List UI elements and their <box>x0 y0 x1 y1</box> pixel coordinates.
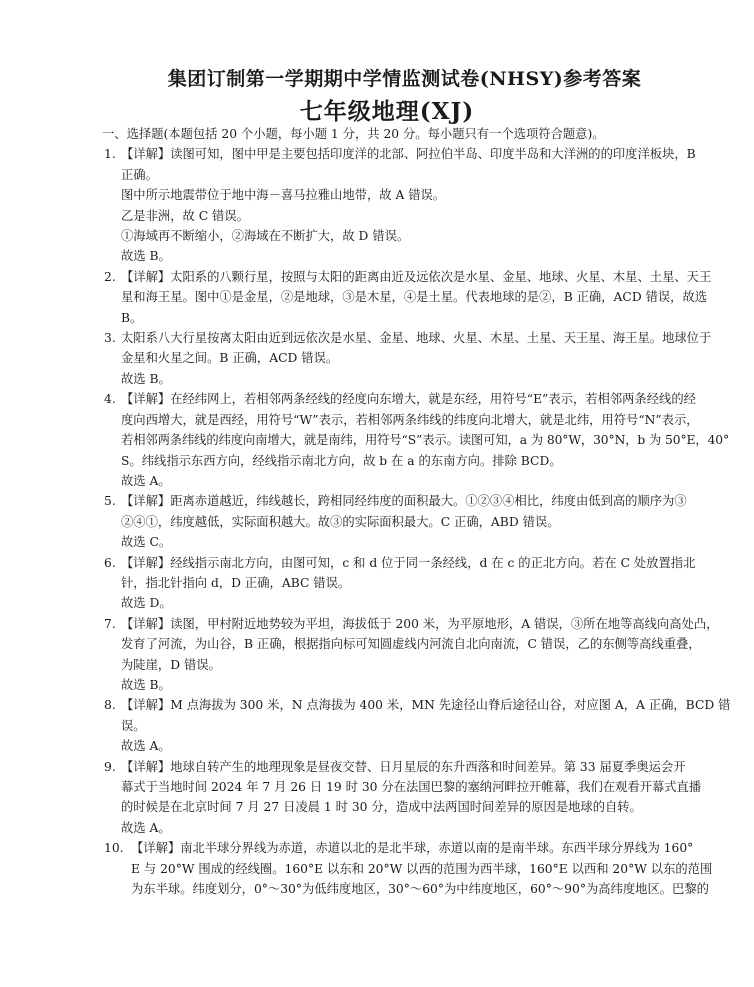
answer-line: 度向西增大，就是西经，用符号“W”表示，若相邻两条纬线的纬度向北增大，就是北纬，用符号“N”表示， <box>121 412 699 427</box>
answer-line: 【详解】南北半球分界线为赤道，赤道以北的是北半球，赤道以南的是南半球。东西半球分界线为 160° <box>131 841 694 856</box>
answer-line: 的时候是在北京时间 7 月 27 日凌晨 1 时 30 分，造成中法两国时间差异的原因是地球的自转。 <box>121 800 642 815</box>
answer-item <box>104 757 729 839</box>
answer-line: 误。 <box>121 718 146 733</box>
answer-line: B。 <box>121 310 143 325</box>
answer-line: ②④①，纬度越低，实际面积越大。故③的实际面积最大。C 正确，ABD 错误。 <box>121 514 560 529</box>
answer-number: 6. <box>104 555 116 570</box>
answer-line: 【详解】太阳系的八颗行星，按照与太阳的距离由近及远依次是水星、金星、地球、火星、木星、土星、天王 <box>121 269 712 284</box>
answer-line: 星和海王星。图中①是金星，②是地球，③是木星，④是土星。代表地球的是②，B 正确，ACD 错误，故选 <box>121 290 708 305</box>
answer-line: 【详解】地球自转产生的地理现象是昼夜交替、日月星辰的东升西落和时间差异。第 33 届夏季奥运会开 <box>121 759 686 774</box>
answer-line: 【详解】经线指示南北方向，由图可知，c 和 d 位于同一条经线，d 在 c 的正北方向。若在 C 处放置指北 <box>121 555 696 570</box>
section-heading: 一、选择题(本题包括 20 个小题，每小题 1 分，共 20 分。每小题只有一个选项符合题意)。 <box>102 127 605 141</box>
answer-line: 故选 D。 <box>121 596 172 611</box>
page-title: 集团订制第一学期期中学情监测试卷(NHSY)参考答案 <box>167 68 642 90</box>
answer-number: 1. <box>104 147 116 162</box>
answer-number: 3. <box>104 331 116 346</box>
answer-line: 【详解】读图可知，图中甲是主要包括印度洋的北部、阿拉伯半岛、印度半岛和大洋洲的的印度洋板块，B <box>121 147 696 162</box>
answer-item <box>104 838 729 899</box>
answer-line: 【详解】距离赤道越近，纬线越长，跨相同经纬度的面积最大。①②③④相比，纬度由低到高的顺序为③ <box>121 494 687 509</box>
answer-line: 为陡崖，D 错误。 <box>121 657 221 672</box>
answer-line: 金星和火星之间。B 正确，ACD 错误。 <box>121 351 339 366</box>
answer-item <box>104 695 729 756</box>
answer-line: 乙是非洲，故 C 错误。 <box>121 208 249 223</box>
answer-number: 4. <box>104 392 116 407</box>
answer-number: 2. <box>104 269 116 284</box>
answer-line: 故选 A。 <box>121 739 171 754</box>
answer-line: 故选 B。 <box>121 677 171 692</box>
answer-line: S。纬线指示东西方向，经线指示南北方向，故 b 在 a 的东南方向。排除 BCD。 <box>121 453 562 468</box>
answer-line: 太阳系八大行星按离太阳由近到远依次是水星、金星、地球、火星、木星、土星、天王星、海王星。地球位于 <box>121 331 712 346</box>
answer-line: 【详解】读图，甲村附近地势较为平坦，海拔低于 200 米，为平原地形，A 错误，③所在地等高线向高处凸， <box>121 616 719 631</box>
answer-line: ①海域再不断缩小，②海域在不断扩大，故 D 错误。 <box>121 229 410 244</box>
answer-item <box>104 328 729 389</box>
answer-number: 8. <box>104 698 116 713</box>
answer-line: 针，指北针指向 d，D 正确，ABC 错误。 <box>121 575 351 590</box>
answer-item <box>104 614 729 696</box>
answer-number: 10. <box>104 841 124 856</box>
answer-item <box>104 553 729 614</box>
answer-line: 故选 B。 <box>121 249 171 264</box>
answer-item <box>104 389 729 491</box>
answer-number: 7. <box>104 616 116 631</box>
answer-line: 为东半球。纬度划分，0°～30°为低纬度地区，30°～60°为中纬度地区，60°～90°为高纬度地区。巴黎的 <box>131 882 709 897</box>
answer-line: 若相邻两条纬线的纬度向南增大，就是南纬，用符号“S”表示。读图可知，a 为 80°W，30°N，b 为 50°E，40° <box>121 433 730 448</box>
answer-item <box>104 144 729 266</box>
answer-line: 幕式于当地时间 2024 年 7 月 26 日 19 时 30 分在法国巴黎的塞纳河畔拉开帷幕，我们在观看开幕式直播 <box>121 780 702 794</box>
answer-line: 发育了河流，为山谷，B 正确，根据指向标可知圆虚线内河流自北向南流，C 错误，乙的东侧等高线重叠， <box>121 637 701 652</box>
answer-line: 故选 B。 <box>121 371 171 386</box>
answer-line: 图中所示地震带位于地中海－喜马拉雅山地带，故 A 错误。 <box>121 188 446 203</box>
answer-line: 故选 A。 <box>121 820 171 835</box>
answer-number: 5. <box>104 494 116 509</box>
answer-line: 故选 C。 <box>121 535 172 550</box>
answer-number: 9. <box>104 759 116 774</box>
answer-line: 故选 A。 <box>121 473 171 488</box>
page-subtitle: 七年级地理(XJ) <box>299 98 475 125</box>
answer-line: 【详解】M 点海拔为 300 米，N 点海拔为 400 米，MN 先途径山脊后途径山谷，对应图 A，A 正确，BCD 错 <box>121 698 731 713</box>
answer-line: 正确。 <box>121 167 158 182</box>
answer-line: E 与 20°W 围成的经线圈。160°E 以东和 20°W 以西的范围为西半球，160°E 以西和 20°W 以东的范围 <box>131 861 713 876</box>
answer-item <box>104 491 729 552</box>
answer-line: 【详解】在经纬网上，若相邻两条经线的经度向东增大，就是东经，用符号“E”表示，若相邻两条经线的经 <box>121 392 696 407</box>
answer-item <box>104 267 729 328</box>
answer-content <box>104 124 729 899</box>
